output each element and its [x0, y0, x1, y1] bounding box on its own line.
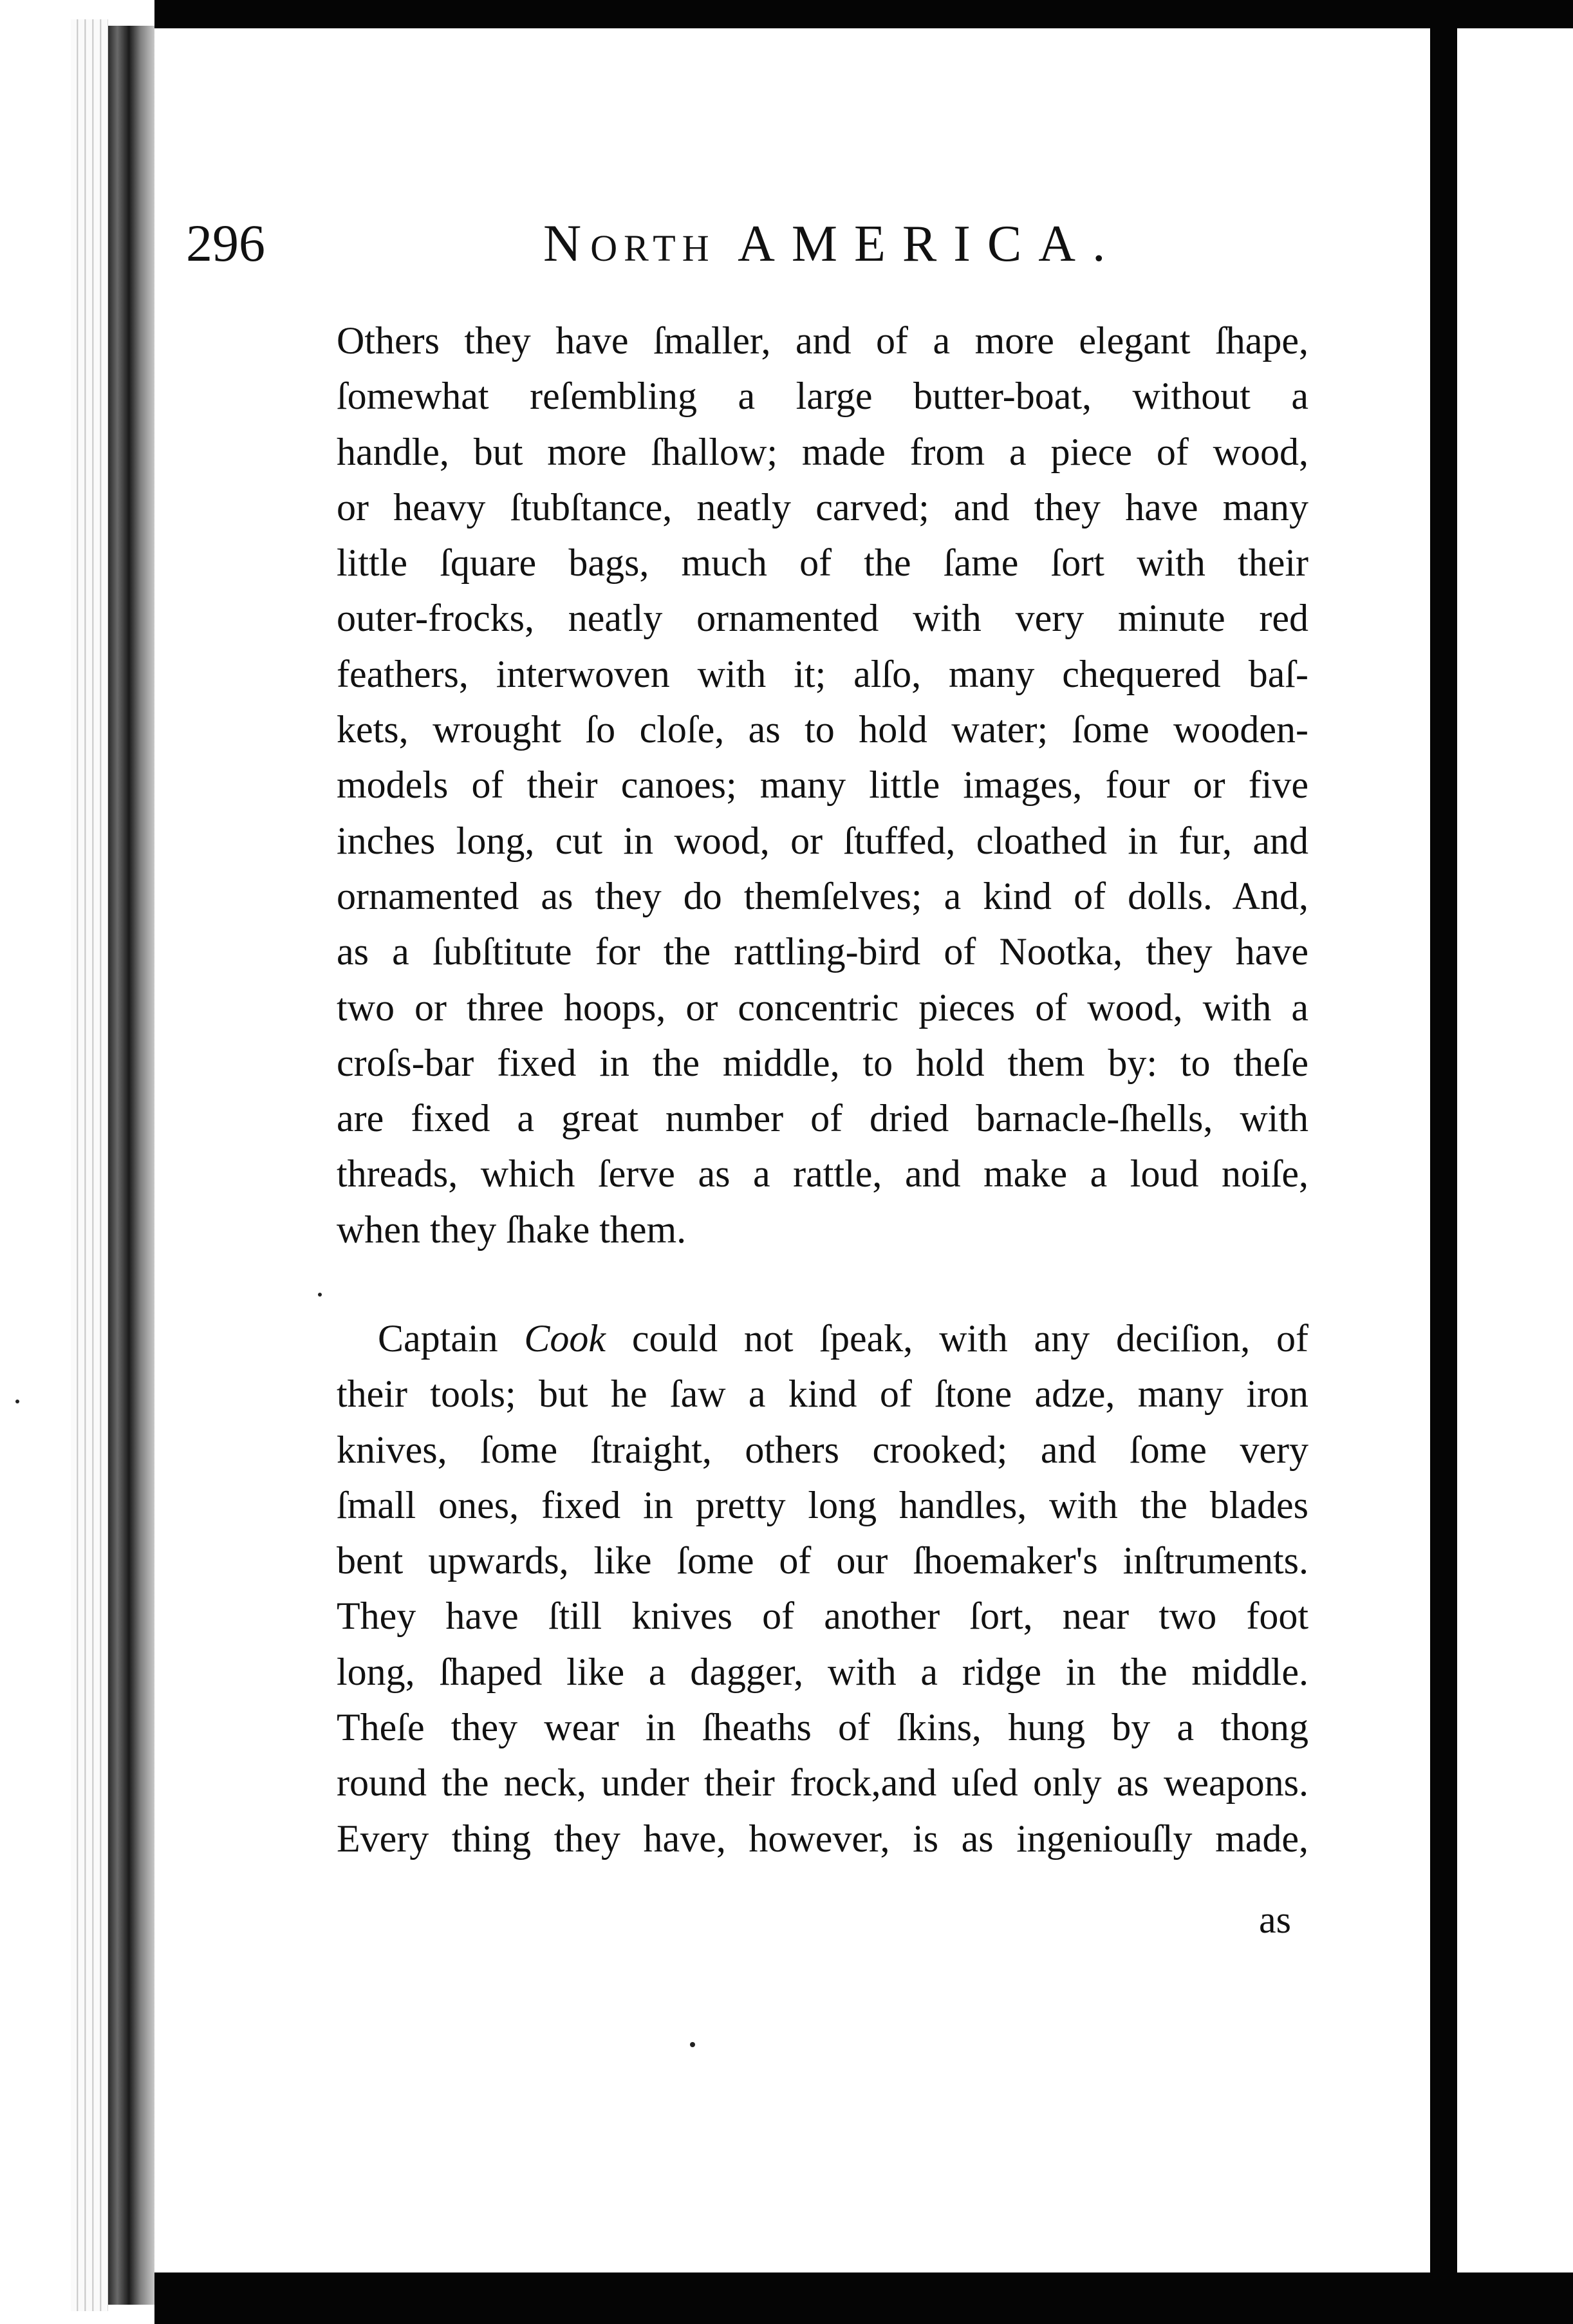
text-line: long, ſhaped like a dagger, with a ridge in the middle.: [337, 1650, 1308, 1693]
running-title-period: .: [1092, 214, 1115, 272]
ink-speck: [318, 1293, 322, 1297]
text-line: ſmall ones, fixed in pretty long handles, with the blades: [337, 1483, 1308, 1526]
running-title: [543, 205, 1115, 287]
ink-speck: [690, 2042, 695, 2047]
text-line: croſs-bar fixed in the middle, to hold them by: to theſe: [337, 1041, 1308, 1084]
captain-word: Captain: [378, 1317, 498, 1360]
text-line: threads, which ſerve as a rattle, and make a loud noiſe,: [337, 1152, 1308, 1195]
cook-name: Cook: [524, 1317, 606, 1360]
book-spine: [108, 26, 154, 2305]
text-line: feathers, interwoven with it; alſo, many chequered baſ-: [337, 652, 1308, 695]
running-title-caps: AMERICA: [738, 216, 1093, 272]
ink-speck: [15, 1400, 19, 1403]
running-title-smallcaps: ORTH: [590, 227, 716, 269]
text-line: They have ſtill knives of another ſort, near two foot: [337, 1595, 1308, 1638]
text-line: or heavy ſtubſtance, neatly carved; and they have many: [337, 485, 1308, 529]
text-line: little ſquare bags, much of the ſame ſort with their: [337, 541, 1308, 585]
text-line: round the neck, under their frock,and uſed only as weapons.: [337, 1761, 1308, 1804]
facing-page-edge: [1457, 39, 1573, 2260]
paragraph-1: [337, 313, 1308, 1257]
text-line: when they ſhake them.: [337, 1208, 687, 1251]
text-line: models of their canoes; many little images, four or five: [337, 764, 1308, 807]
text-line: ornamented as they do themſelves; a kind of dolls. And,: [337, 874, 1308, 917]
text-line: outer-frocks, neatly ornamented with very minute red: [337, 597, 1308, 640]
text-line: two or three hoops, or concentric pieces of wood, with a: [337, 986, 1308, 1029]
running-title-initial: N: [543, 214, 591, 272]
catchword: as: [1259, 1898, 1291, 1941]
text-line: ſomewhat reſembling a large butter-boat, without a: [337, 375, 1308, 418]
text-line: handle, but more ſhallow; made from a piece of wood,: [337, 430, 1308, 473]
text-line: kets, wrought ſo cloſe, as to hold water; ſome wooden-: [337, 708, 1308, 751]
text-line: bent upwards, like ſome of our ſhoemaker's inſtruments.: [337, 1539, 1308, 1582]
text-line: knives, ſome ſtraight, others crooked; and ſome very: [337, 1428, 1308, 1471]
running-header: [186, 205, 1190, 282]
text-line: inches long, cut in wood, or ſtuffed, cloathed in fur, and: [337, 819, 1308, 862]
right-gutter: [1430, 0, 1457, 2324]
text-line: as a ſubſtitute for the rattling-bird of Nootka, they have: [337, 930, 1308, 973]
text-line: their tools; but he ſaw a kind of ſtone adze, many iron: [337, 1373, 1308, 1416]
top-border: [154, 0, 1573, 28]
text-line: Others they have ſmaller, and of a more elegant ſhape,: [337, 319, 1308, 362]
text-line: are fixed a great number of dried barnacle-ſhells, with: [337, 1097, 1308, 1140]
first-line-rest: could not ſpeak, with any deciſion, of: [631, 1317, 1308, 1360]
text-line: Theſe they wear in ſheaths of ſkins, hung by a thong: [337, 1706, 1308, 1749]
paragraph-2: [337, 1311, 1308, 1866]
page-edges: [71, 19, 108, 2311]
text-line-first: [337, 1311, 1308, 1366]
page-number: 296: [186, 214, 265, 272]
text-line: Every thing they have, however, is as ingeniouſly made,: [337, 1817, 1308, 1860]
bottom-border: [154, 2272, 1573, 2324]
left-margin: [0, 0, 51, 2324]
